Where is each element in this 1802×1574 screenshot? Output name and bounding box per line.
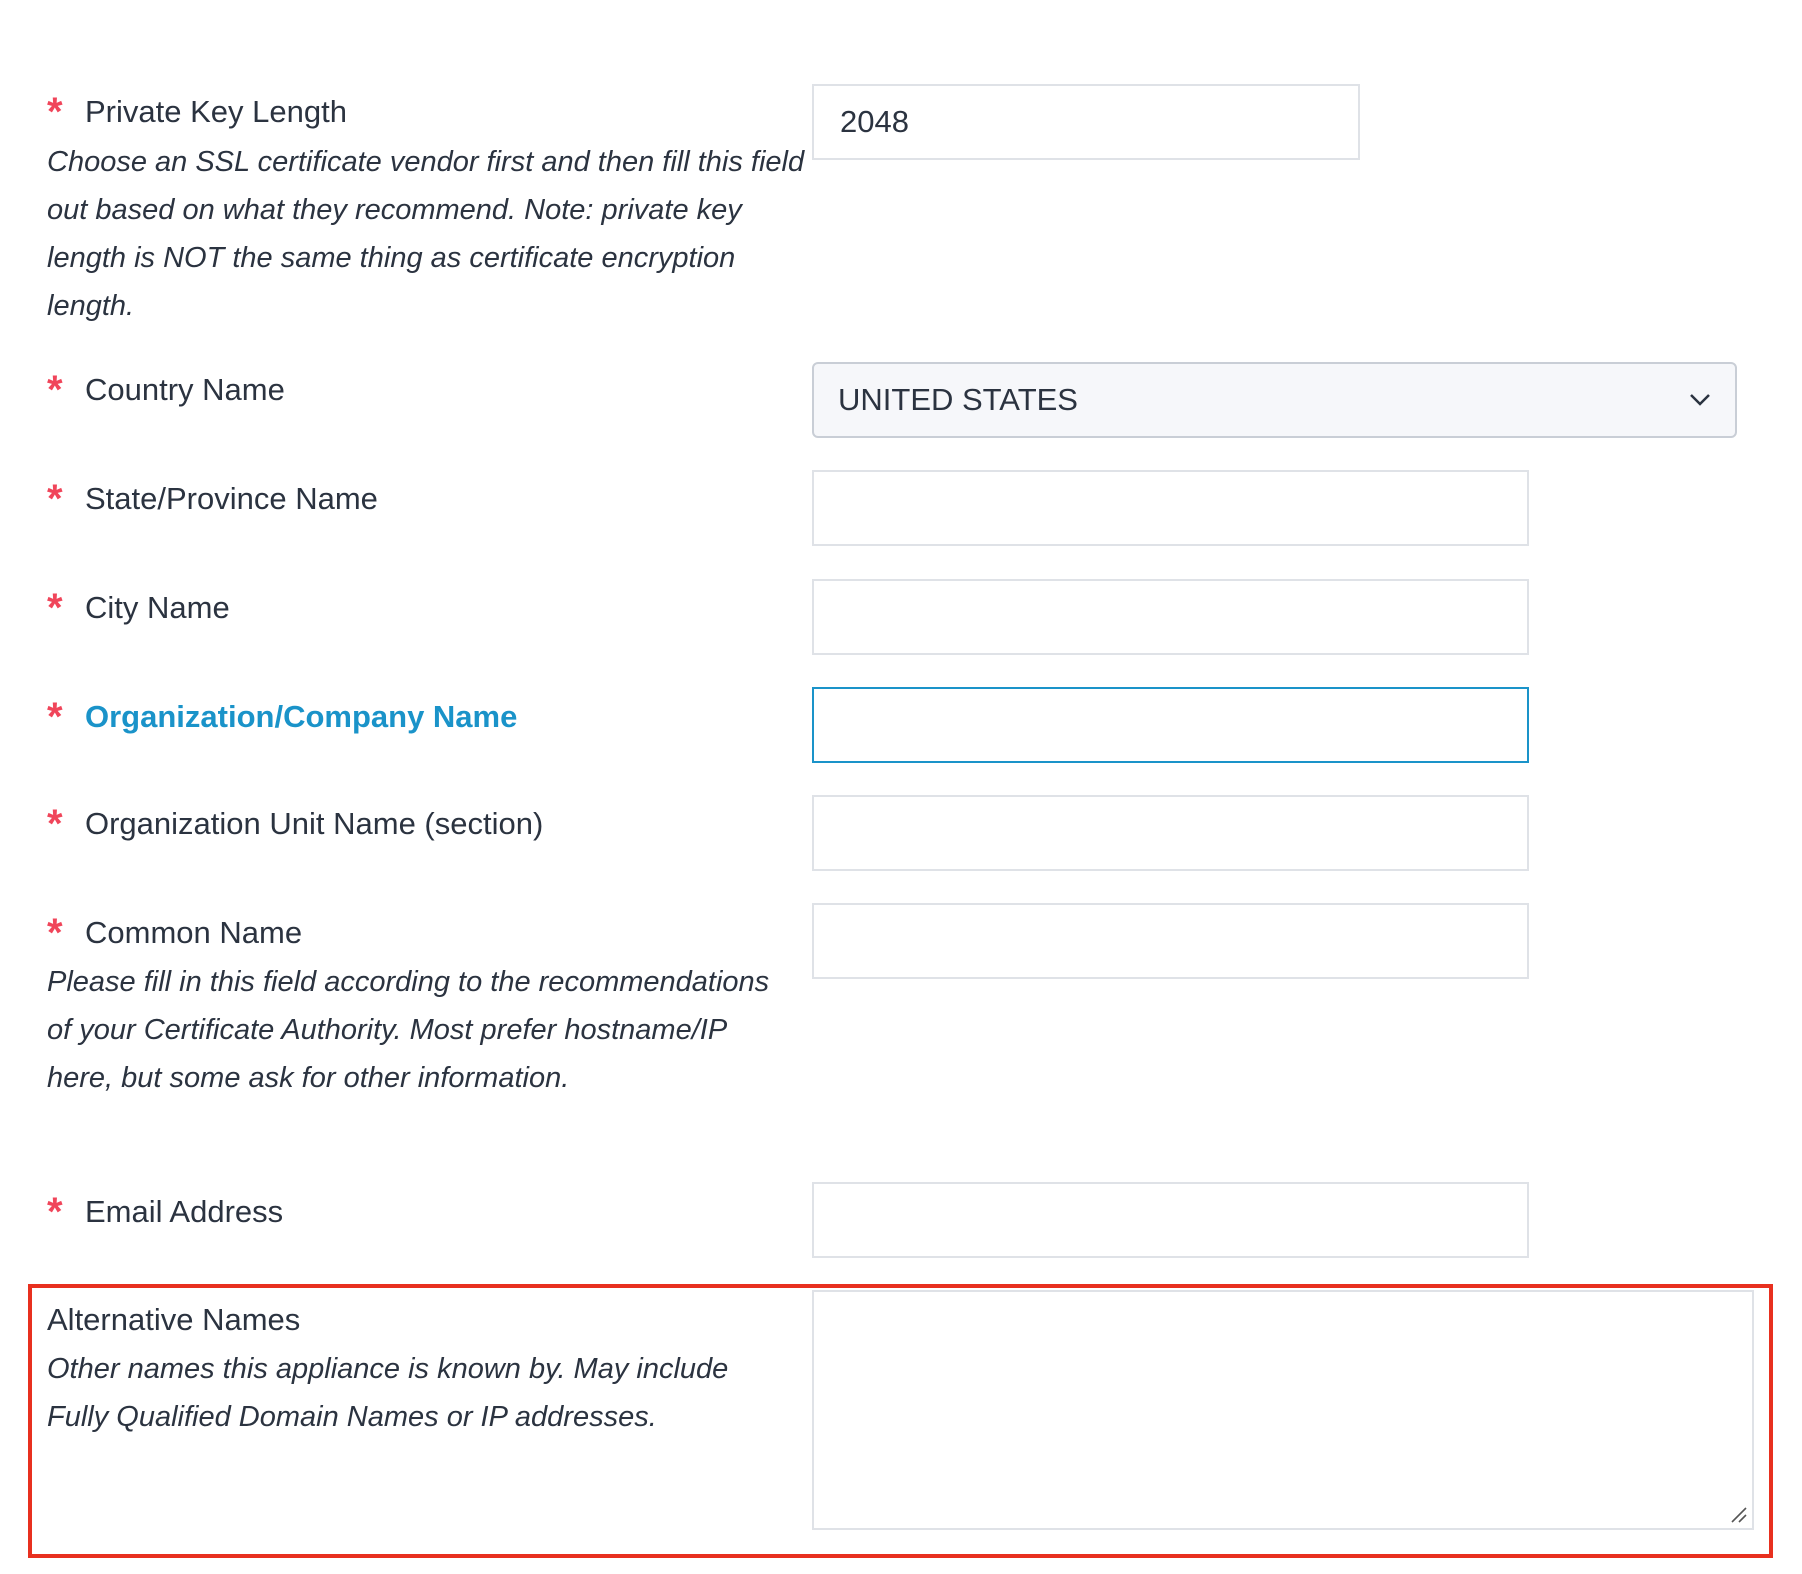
organization-unit-label: * Organization Unit Name (section) (47, 802, 544, 846)
private-key-length-input[interactable] (812, 84, 1360, 160)
private-key-length-label: * Private Key Length (47, 90, 347, 134)
required-asterisk-icon: * (47, 368, 63, 412)
alternative-names-textarea[interactable] (812, 1290, 1754, 1530)
common-name-label: * Common Name (47, 911, 303, 955)
country-name-selected-value: UNITED STATES (838, 382, 1078, 417)
organization-name-label: * Organization/Company Name (47, 695, 518, 739)
required-asterisk-icon: * (47, 695, 63, 739)
required-asterisk-icon: * (47, 477, 63, 521)
alternative-names-container (812, 1290, 1754, 1530)
common-name-help: Please fill in this field according to the recommendations of your Certificate Authority. Most prefer hostname/IP here, but some ask for other information. (47, 966, 770, 1094)
state-name-input[interactable] (812, 470, 1529, 546)
resize-grip-icon[interactable] (1728, 1504, 1748, 1524)
private-key-length-help: Choose an SSL certificate vendor first and then fill this field out based on what they recommend. Note: private key length is NOT the same thing as certificate encryption length. (47, 146, 805, 322)
city-name-label: * City Name (47, 586, 230, 630)
required-asterisk-icon: * (47, 586, 63, 630)
alternative-names-label: Alternative Names (47, 1302, 301, 1337)
organization-unit-input[interactable] (812, 795, 1529, 871)
common-name-input[interactable] (812, 903, 1529, 979)
required-asterisk-icon: * (47, 911, 63, 955)
required-asterisk-icon: * (47, 1190, 63, 1234)
chevron-down-icon (1687, 386, 1713, 412)
required-asterisk-icon: * (47, 802, 63, 846)
city-name-input[interactable] (812, 579, 1529, 655)
required-asterisk-icon: * (47, 90, 63, 134)
country-name-select[interactable] (812, 362, 1737, 438)
alternative-names-help: Other names this appliance is known by. May include Fully Qualified Domain Names or IP addresses. (47, 1353, 729, 1433)
country-name-label: * Country Name (47, 368, 285, 412)
email-address-input[interactable] (812, 1182, 1529, 1258)
email-address-label: * Email Address (47, 1190, 284, 1234)
state-name-label: * State/Province Name (47, 477, 378, 521)
organization-name-input[interactable] (812, 687, 1529, 763)
